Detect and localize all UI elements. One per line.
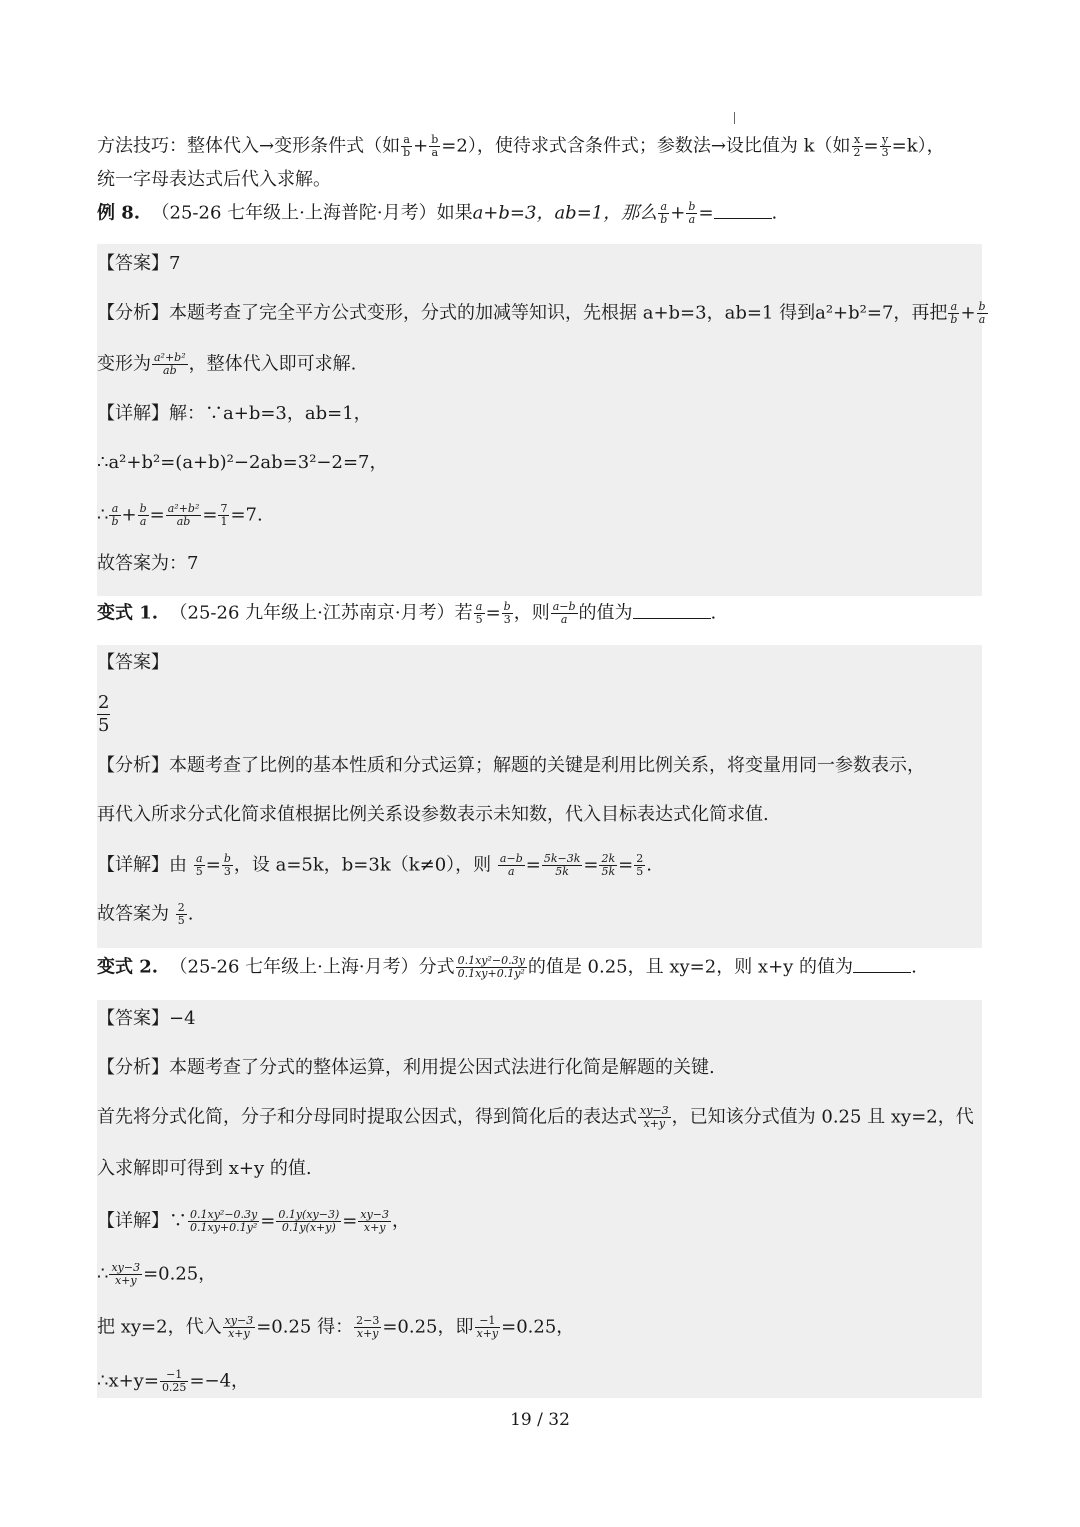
page-top-mark (734, 112, 735, 124)
method-tip-line1: 方法技巧：整体代入→变形条件式（如 $\frac{a}{b}$ + $\frac{b}{a}$ =2），使待求式含条件式；参数法→设比值为 k（如 $\frac{x}{2}$ = $\frac{y}{3}$ =k）， (97, 133, 945, 159)
page-number: 19 / 32 (510, 1410, 570, 1430)
variant-2-question: 变式 2. （25-26 七年级上·上海·月考）分式 $\frac{\text{0.1xy²−0.3y}}{\text{0.1xy+0.1y²}}$ 的值是 0.25，且 xy=2，则 x+y 的值为 . (97, 954, 917, 980)
analysis-line1: 【分析】本题考查了完全平方公式变形，分式的加减等知识，先根据 a+b=3，ab=1 得到a²+b²=7，再把 $\frac{a}{b}$ + $\frac{b}{a}$ (97, 300, 986, 326)
analysis-line1: 【分析】本题考查了分式的整体运算，利用提公因式法进行化简是解题的关键. (97, 1057, 715, 1078)
step-line2: ∴ $\frac{a}{b}$ + $\frac{b}{a}$ = $\frac{\text{a²+b²}}{ab}$ = $\frac{7}{1}$ =7. (97, 502, 263, 528)
answer-blank (714, 218, 772, 219)
step-line1: ∴ $\frac{xy-3}{x+y}$ =0.25， (97, 1261, 217, 1287)
variant-1-question: 变式 1. （25-26 九年级上·江苏南京·月考）若 $\frac{a}{5}$ = $\frac{b}{3}$ ，则 $\frac{a-b}{a}$ 的值为 . (97, 600, 717, 626)
method-tip-line2: 统一字母表达式后代入求解。 (97, 169, 331, 190)
variant-1-solution (97, 645, 982, 948)
example-label: 例 8. (97, 202, 141, 224)
analysis-line2: 变形为 $\frac{\text{a²+b²}}{ab}$ ，整体代入即可求解. (97, 351, 357, 377)
step-line1: ∴a²+b²=(a+b)²−2ab=3²−2=7， (97, 452, 388, 473)
step-line2: 把 xy=2，代入 $\frac{xy-3}{x+y}$ =0.25 得： $\frac{2-3}{x+y}$ =0.25，即 $\frac{-1}{x+y}$ =0.25， (97, 1314, 575, 1340)
analysis-line1: 【分析】本题考查了比例的基本性质和分式运算；解题的关键是利用比例关系，将变量用同一参数表示， (97, 755, 925, 776)
variant-2-solution (97, 1000, 982, 1398)
variant-label: 变式 2. (97, 956, 159, 978)
detail-line: 【详解】解：∵a+b=3，ab=1， (97, 403, 372, 424)
variant-label: 变式 1. (97, 602, 159, 624)
conclusion-line: 故答案为 $\frac{2}{5}$ . (97, 901, 194, 927)
detail-line: 【详解】由 $\frac{a}{5}$ = $\frac{b}{3}$ ，设 a=5k，b=3k（k≠0），则 $\frac{a-b}{a}$ = $\frac{5k-3k}{5k}$ = $\frac{2k}{5k}$ = $\frac{2}{5}$ . (97, 852, 652, 878)
analysis-line2: 再代入所求分式化简求值根据比例关系设参数表示未知数，代入目标表达式化简求值. (97, 804, 769, 825)
answer-blank (633, 618, 711, 619)
answer-line: 【答案】 (97, 652, 169, 673)
answer-fraction: $\frac{2}{5}$ (98, 692, 110, 736)
conclusion-line: 故答案为：7 (97, 553, 199, 574)
example-8-solution (97, 244, 986, 596)
detail-line: 【详解】∵ $\frac{\text{0.1xy²−0.3y}}{\text{0.1xy+0.1y²}}$ = $\frac{0.1y(xy-3)}{0.1y(x+y)}$ = $\frac{xy-3}{x+y}$ ， (97, 1208, 411, 1234)
answer-blank (853, 972, 911, 973)
answer-line: 【答案】7 (97, 253, 181, 274)
step-line3: ∴x+y= $\frac{-1}{0.25}$ =−4， (97, 1368, 250, 1394)
example-8-question: 例 8. （25-26 七年级上·上海普陀·月考）如果a+b=3，ab=1，那么 $\frac{a}{b}$ + $\frac{b}{a}$ = . (97, 200, 778, 226)
analysis-line3: 入求解即可得到 x+y 的值. (97, 1158, 312, 1179)
analysis-line2: 首先将分式化简，分子和分母同时提取公因式，得到简化后的表达式 $\frac{xy-3}{x+y}$ ，已知该分式值为 0.25 且 xy=2，代 (97, 1104, 974, 1130)
answer-line: 【答案】−4 (97, 1008, 196, 1029)
